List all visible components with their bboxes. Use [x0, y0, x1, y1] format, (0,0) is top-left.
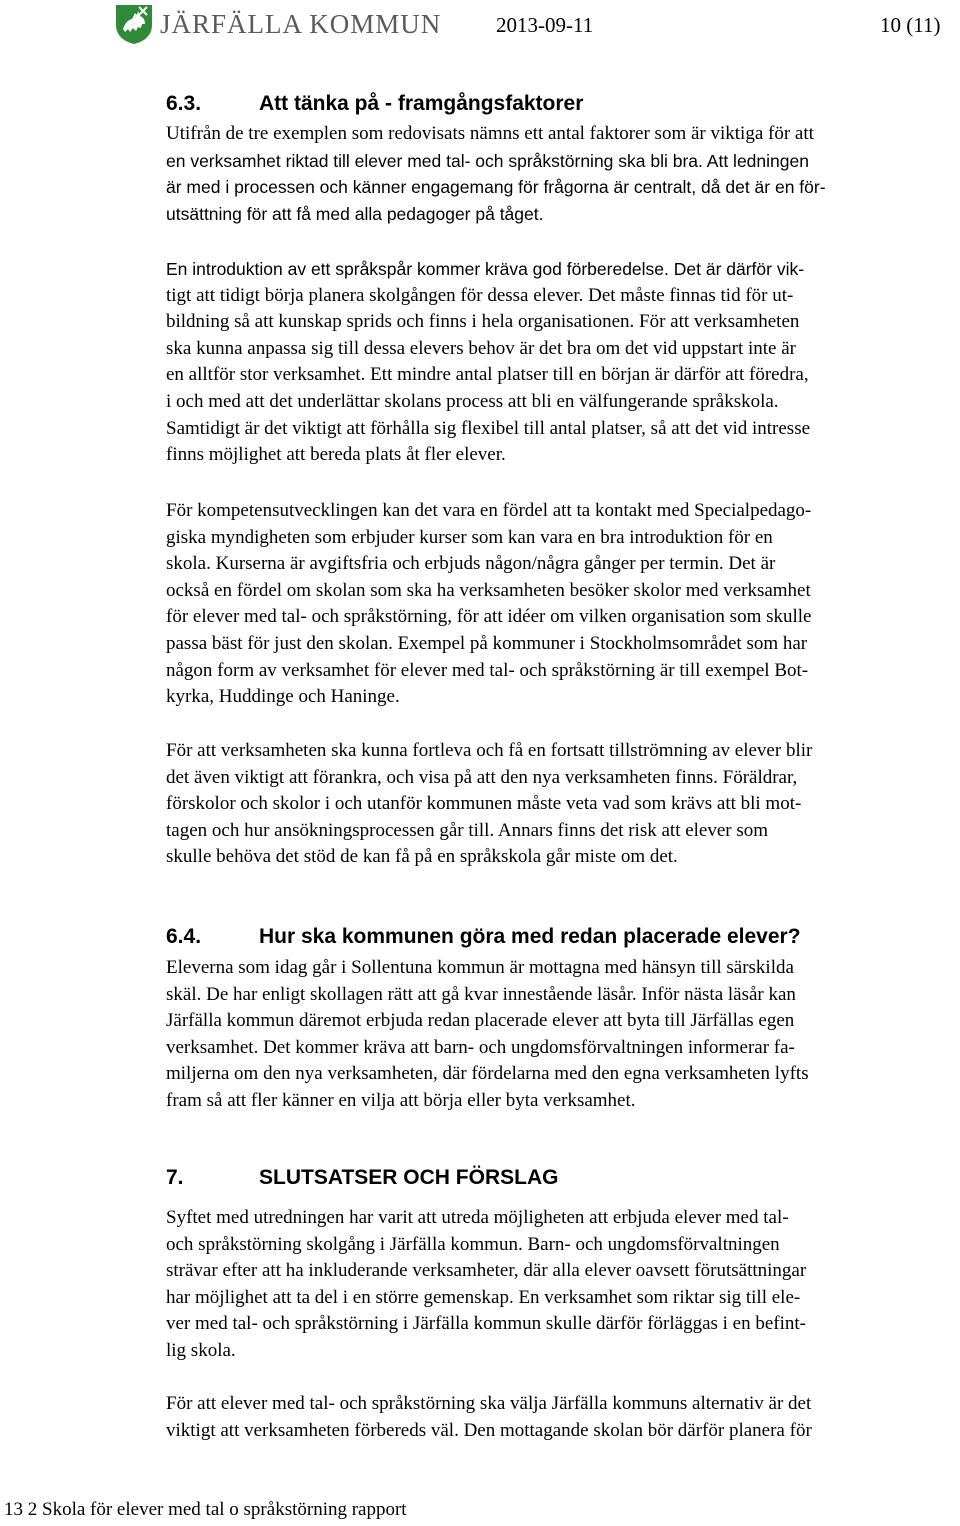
- text-line: strävar efter att ha inkluderande verksamheter, där alla elever oavsett förutsättningar: [166, 1260, 807, 1282]
- paragraph-6-4-1: [166, 955, 960, 1115]
- page-number: 10 (11): [880, 13, 941, 37]
- text-line: För att verksamheten ska kunna fortleva och få en fortsatt tillströmning av elever blir: [166, 740, 813, 761]
- text-line: någon form av verksamhet för elever med tal- och språkstörning är till exempel Bot-: [166, 659, 809, 681]
- text-line: har möjlighet att ta del i en större gemenskap. En verksamhet som riktar sig till ele-: [166, 1286, 801, 1308]
- text-line: fram så att fler känner en vilja att börja eller byta verksamhet.: [166, 1089, 636, 1111]
- text-line: verksamhet. Det kommer kräva att barn- och ungdomsförvaltningen informerar fa-: [166, 1036, 795, 1058]
- section-heading-7: [166, 1166, 558, 1190]
- text-line: ska kunna anpassa sig till dessa elevers behov är det bra om det vid uppstart inte är: [166, 337, 796, 359]
- text-line: kyrka, Huddinge och Haninge.: [166, 686, 400, 708]
- text-line: Utifrån de tre exemplen som redovisats nämns ett antal faktorer som är viktiga för att: [166, 123, 814, 144]
- paragraph-7-2: [166, 1391, 960, 1444]
- paragraph-6-3-4: [166, 738, 960, 871]
- text-line: finns möjlighet att bereda plats åt fler elever.: [166, 444, 506, 466]
- text-line: miljerna om den nya verksamheten, där fördelarna med den egna verksamheten lyfts: [166, 1063, 809, 1085]
- text-line: bildning så att kunskap sprids och finns i hela organisationen. För att verksamheten: [166, 311, 800, 333]
- document-date: 2013-09-11: [496, 13, 594, 37]
- text-line: lig skola.: [166, 1339, 236, 1361]
- section-title: SLUTSATSER OCH FÖRSLAG: [259, 1166, 559, 1189]
- section-heading-6-4: [166, 925, 801, 949]
- text-line: i och med att det underlättar skolans process att bli en välfungerande språkskola.: [166, 390, 779, 412]
- coat-of-arms-logo: [114, 3, 154, 45]
- text-line: En introduktion av ett språkspår kommer kräva god förberedelse. Det är därför vik-: [166, 259, 805, 279]
- paragraph-7-1: [166, 1205, 960, 1365]
- text-line: För att elever med tal- och språkstörning ska välja Järfälla kommuns alternativ är det: [166, 1393, 812, 1414]
- text-line: en verksamhet riktad till elever med tal- och språkstörning ska bli bra. Att ledningen: [166, 150, 809, 171]
- text-line: skäl. De har enligt skollagen rätt att gå kvar innestående läsår. Inför nästa läsår kan: [166, 983, 796, 1005]
- text-line: skola. Kurserna är avgiftsfria och erbjuds någon/några gånger per termin. Det är: [166, 553, 776, 575]
- text-line: också en fördel om skolan som ska ha verksamheten besöker skolor med verksamhet: [166, 579, 811, 601]
- text-line: utsättning för att få med alla pedagoger på tåget.: [166, 203, 544, 224]
- text-line: förskolor och skolor i och utanför kommunen måste veta vad som krävs att bli mot-: [166, 793, 802, 815]
- text-line: Järfälla kommun däremot erbjuda redan placerade elever att byta till Järfällas egen: [166, 1010, 795, 1032]
- page-footer: 13 2 Skola för elever med tal o språkstörning rapport: [4, 1499, 407, 1520]
- section-heading-6-3: [166, 92, 583, 116]
- text-line: det även viktigt att förankra, och visa på att den nya verksamheten finns. Föräldrar,: [166, 766, 798, 788]
- text-line: och språkstörning skolgång i Järfälla kommun. Barn- och ungdomsförvaltningen: [166, 1233, 780, 1255]
- text-line: Eleverna som idag går i Sollentuna kommun är mottagna med hänsyn till särskilda: [166, 957, 794, 978]
- section-number: 6.4.: [166, 925, 202, 948]
- text-line: är med i processen och känner engagemang för frågorna är centralt, då det är en för-: [166, 177, 826, 198]
- paragraph-6-3-1: [166, 121, 960, 227]
- paragraph-6-3-3: [166, 498, 960, 711]
- text-line: ver med tal- och språkstörning i Järfälla kommun skulle därför förläggas i en befint-: [166, 1313, 806, 1335]
- text-line: viktigt att verksamheten förbereds väl. Den mottagande skolan bör därför planera för: [166, 1419, 812, 1441]
- section-number: 6.3.: [166, 92, 202, 115]
- section-title: Att tänka på - framgångsfaktorer: [259, 92, 584, 115]
- organization-name: JÄRFÄLLA KOMMUN: [160, 9, 442, 39]
- text-line: skulle behöva det stöd de kan få på en språkskola går miste om det.: [166, 846, 678, 868]
- section-number: 7.: [166, 1166, 184, 1189]
- text-line: passa bäst för just den skolan. Exempel på kommuner i Stockholmsområdet som har: [166, 632, 808, 654]
- text-line: tagen och hur ansökningsprocessen går till. Annars finns det risk att elever som: [166, 819, 769, 841]
- page-header: [0, 0, 960, 60]
- text-line: Syftet med utredningen har varit att utreda möjligheten att erbjuda elever med tal-: [166, 1207, 789, 1228]
- text-line: För kompetensutvecklingen kan det vara en fördel att ta kontakt med Specialpedago-: [166, 500, 812, 521]
- text-line: tigt att tidigt börja planera skolgången för dessa elever. Det måste finnas tid för ut-: [166, 284, 794, 306]
- text-line: giska myndigheten som erbjuder kurser som kan vara en bra introduktion för en: [166, 526, 773, 548]
- text-line: för elever med tal- och språkstörning, för att idéer om vilken organisation som skulle: [166, 606, 812, 628]
- section-title: Hur ska kommunen göra med redan placerade elever?: [259, 925, 801, 948]
- paragraph-6-3-2: [166, 256, 960, 469]
- text-line: Samtidigt är det viktigt att förhålla sig flexibel till antal platser, så att det vid intresse: [166, 417, 811, 439]
- text-line: en alltför stor verksamhet. Ett mindre antal platser till en början är därför att föredra,: [166, 364, 809, 386]
